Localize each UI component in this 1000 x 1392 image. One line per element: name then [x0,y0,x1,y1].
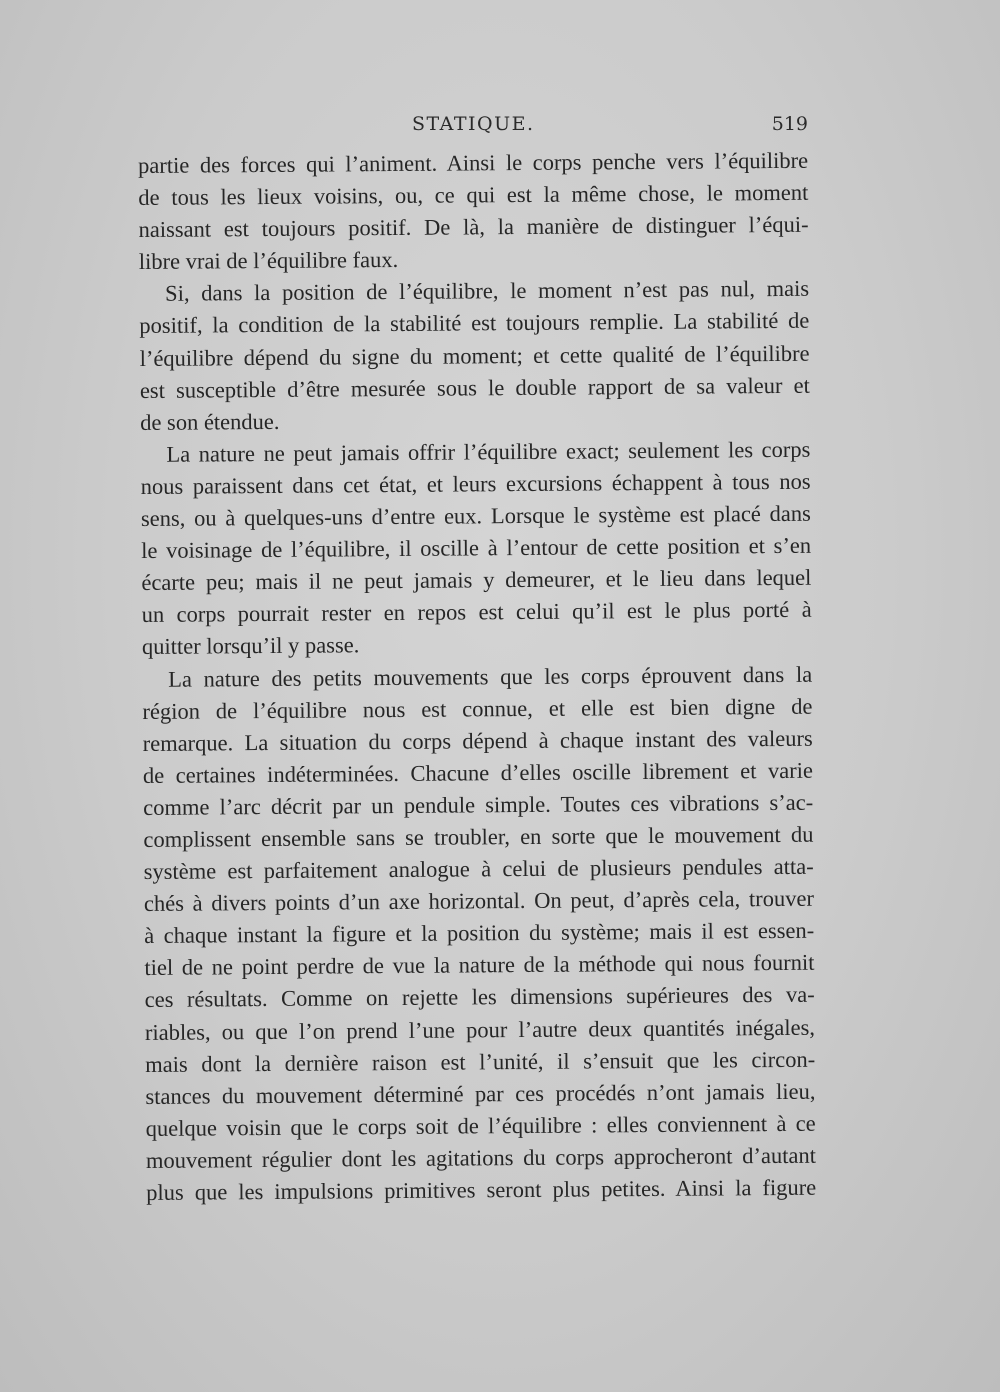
paragraph [139,273,810,439]
text-line: naissant est toujours positif. De là, la manière de distinguer l’équi- [138,211,809,243]
text-line: chés à divers points d’un axe horizontal. On peut, d’après cela, trouver [143,885,814,917]
page-number: 519 [771,113,808,135]
text-line: riables, ou que l’on prend l’une pour l’autre deux quantités inégales, [144,1014,816,1045]
running-title: STATIQUE. [412,113,535,135]
text-line: à chaque instant la figure et la position du système; mais il est essen- [144,917,815,949]
text-line: tiel de ne point perdre de vue la nature de la méthode qui nous fournit [144,950,815,981]
text-line: mais dont la dernière raison est l’unité, il s’ensuit que les circon- [145,1046,816,1077]
text-line: stances du mouvement déterminé par ces procédés n’ont jamais lieu, [145,1078,816,1109]
text-line: remarque. La situation du corps dépend à chaque instant des valeurs [142,725,813,756]
paragraph [142,658,816,1209]
text-line: La nature des petits mouvements que les corps éprouvent dans la [168,661,813,692]
text-line: sens, ou à quelques-uns d’entre eux. Lorsque le système est placé dans [140,500,811,532]
text-line: nous paraissent dans cet état, et leurs excursions échappent à tous nos [140,468,811,499]
text-line: mouvement régulier dont les agitations du corps approcheront d’autant [145,1142,817,1173]
text-line: l’équilibre dépend du signe du moment; et cette qualité de l’équilibre [139,340,810,371]
paragraph [140,434,812,664]
text-line: La nature ne peut jamais offrir l’équilibre exact; seulement les corps [166,436,811,467]
text-line: complissent ensemble sans se troubler, en sorte que le mouvement du [143,821,814,852]
text-line: de tous les lieux voisins, ou, ce qui est la même chose, le moment [138,179,809,211]
text-line: comme l’arc décrit par un pendule simple. Toutes ces vibrations s’ac- [143,789,814,820]
text-line: est susceptible d’être mesurée sous le double rapport de sa valeur et [139,372,810,403]
text-line: écarte peu; mais il ne peut jamais y demeurer, et le lieu dans lequel [141,564,812,596]
text-line: région de l’équilibre nous est connue, et elle est bien digne de [142,693,813,724]
text-line: partie des forces qui l’animent. Ainsi le corps penche vers l’équilibre [138,147,809,178]
text-line: positif, la condition de la stabilité est toujours remplie. La stabilité de [139,308,810,339]
text-line: de certaines indéterminées. Chacune d’elles oscille librement et varie [142,757,813,788]
page-header [138,113,808,143]
text-line: libre vrai de l’équilibre faux. [138,247,399,275]
text-line: système est parfaitement analogue à celui de plusieurs pendules atta- [143,853,814,885]
paragraph [138,145,809,279]
body-text [138,145,816,1209]
text-line: Si, dans la position de l’équilibre, le moment n’est pas nul, mais [165,276,810,307]
text-line: ces résultats. Comme on rejette les dimensions supérieures des va- [144,982,815,1013]
text-line: de son étendue. [140,408,280,435]
text-line: le voisinage de l’équilibre, il oscille à l’entour de cette position et s’en [141,532,812,564]
text-line: un corps pourrait rester en repos est celui qu’il est le plus porté à [141,597,812,628]
text-line: quelque voisin que le corps soit de l’équilibre : elles conviennent à ce [145,1110,816,1141]
text-line: quitter lorsqu’il y passe. [141,632,360,660]
text-line: plus que les impulsions primitives seront plus petites. Ainsi la figure [146,1174,817,1205]
